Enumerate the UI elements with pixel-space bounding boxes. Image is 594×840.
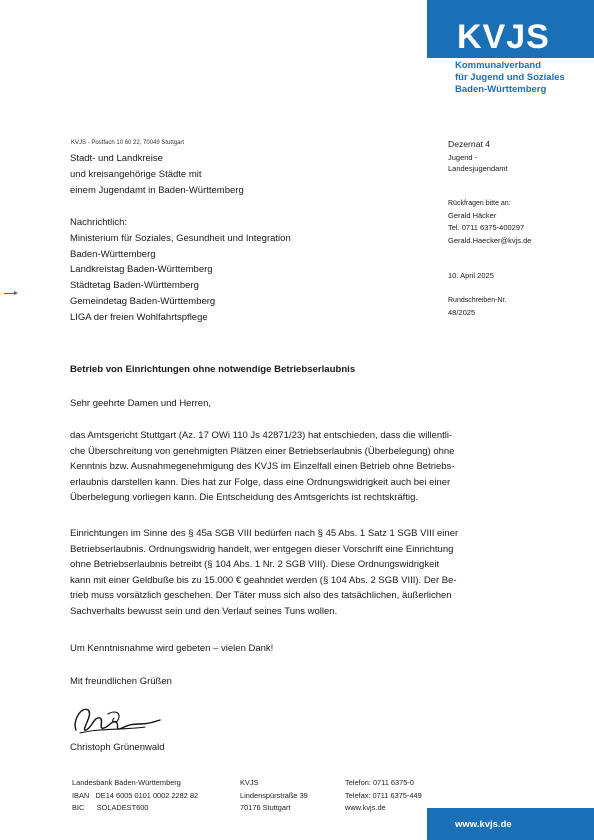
cc-line: Baden-Württemberg: [70, 248, 156, 260]
paragraph-line: kann mit einer Geldbuße bis zu 15.000 € geahndet werden (§ 104 Abs. 2 SGB VIII). Der Be-: [70, 574, 457, 586]
paragraph-line: Überbelegung vorliegen kann. Die Entscheidung des Amtsgerichts ist rechtskräftig.: [70, 492, 418, 503]
logo-subtitle: [455, 60, 590, 96]
cc-line: LIGA der freien Wohlfahrtspflege: [70, 311, 208, 323]
body-paragraph-2: [70, 526, 530, 619]
unit-line-1: Jugend -: [448, 153, 478, 162]
logo-line-3: Baden-Württemberg: [455, 84, 547, 95]
paragraph-line: Sachverhalts bewusst sein und den Verlauf seines Tuns wollen.: [70, 605, 338, 617]
closing-request: Um Kenntnisnahme wird gebeten – vielen Dank!: [70, 643, 274, 654]
footer-city: 70176 Stuttgart: [240, 803, 291, 813]
paragraph-line: das Amtsgericht Stuttgart (Az. 17 OWi 110 Js 42871/23) hat entschieden, dass die willentli-: [70, 430, 453, 441]
paragraph-line: erlaubnis darstellen kann. Dies hat zur Folge, dass eine Ordnungswidrigkeit auch bei einer: [70, 476, 451, 488]
cc-line: Städtetag Baden-Württemberg: [70, 280, 199, 292]
paragraph-line: che Überschreitung von genehmigten Plätzen einer Betriebserlaubnis (Überbelegung) ohne: [70, 445, 455, 457]
iban-value: DE14 6005 0101 0002 2282 82: [95, 790, 199, 800]
cc-line: Gemeindetag Baden-Württemberg: [70, 295, 216, 307]
footer-contact: [345, 777, 422, 815]
paragraph-line: Betriebserlaubnis. Ordnungswidrig handelt, wer entgegen dieser Vorschrift eine Einrichtung: [70, 543, 454, 555]
body-paragraph-1: [70, 428, 530, 506]
circular-label: Rundschreiben-Nr.: [448, 297, 507, 304]
footer-street: Lindenspürstraße 39: [240, 790, 308, 800]
contact-email[interactable]: Gerald.Haecker@kvjs.de: [448, 236, 532, 245]
paragraph-line: trieb muss vorsätzlich geschehen. Der Täter muss sich also des tatsächlichen, äußerlichen: [70, 590, 452, 601]
recipient-line: und kreisangehörige Städte mit: [70, 168, 202, 180]
greeting: Mit freundlichen Grüßen: [70, 676, 172, 687]
footer-web[interactable]: www.kvjs.de: [345, 803, 386, 813]
footer-address: [240, 777, 308, 815]
cc-list: [70, 215, 291, 326]
cc-line: Ministerium für Soziales, Gesundheit und Integration: [70, 232, 291, 244]
contact-label: Rückfragen bitte an:: [448, 200, 511, 207]
contact-phone: Tel. 0711 6375-400297: [448, 223, 525, 232]
signatory-name: Christoph Grünenwald: [70, 742, 165, 753]
department: Dezernat 4: [448, 139, 491, 149]
bic-value: SOLADEST600: [96, 803, 149, 813]
letter-date: 10. April 2025: [448, 271, 494, 280]
recipient-line: einem Jugendamt in Baden-Württemberg: [70, 184, 244, 196]
iban-row: [72, 790, 198, 803]
unit-line-2: Landesjugendamt: [448, 164, 508, 173]
logo-acronym: KVJS: [457, 18, 550, 56]
fold-mark-arrow-icon: [4, 293, 16, 294]
circular-number: 48/2025: [448, 308, 476, 317]
logo-line-1: Kommunalverband: [455, 60, 542, 71]
paragraph-line: Einrichtungen im Sinne des § 45a SGB VIII bedürfen nach § 45 Abs. 1 Satz 1 SGB VIII einer: [70, 528, 459, 539]
bank-name: Landesbank Baden-Württemberg: [72, 778, 181, 787]
cc-heading: Nachrichtlich:: [70, 217, 128, 228]
footer-org: KVJS: [240, 778, 259, 787]
salutation: Sehr geehrte Damen und Herren,: [70, 398, 211, 409]
cc-line: Landkreistag Baden-Württemberg: [70, 264, 213, 276]
bic-label: BIC: [72, 803, 85, 813]
footer-banner-url[interactable]: www.kvjs.de: [455, 819, 512, 830]
handwritten-signature: [70, 700, 165, 740]
footer-fax: Telefax: 0711 6375-449: [345, 790, 422, 800]
iban-label: IBAN: [72, 790, 90, 800]
footer-bank: [72, 777, 198, 815]
logo-line-2: für Jugend und Soziales: [455, 72, 565, 83]
letter-subject: Betrieb von Einrichtungen ohne notwendige Betriebserlaubnis: [70, 364, 356, 375]
bic-row: [72, 802, 198, 815]
sender-return-address: KVJS - Postfach 10 60 22, 70049 Stuttgart: [71, 140, 185, 146]
paragraph-line: ohne Betriebserlaubnis betreibt (§ 104 Abs. 1 Nr. 2 SGB VIII). Diese Ordnungswidrigkeit: [70, 559, 440, 570]
contact-name: Gerald Häcker: [448, 211, 497, 220]
footer-phone: Telefon: 0711 6375-0: [345, 778, 414, 787]
paragraph-line: Kenntnis bzw. Ausnahmegenehmigung des KVJS im Einzelfall einen Betrieb ohne Betriebs-: [70, 461, 455, 472]
recipient-address: [70, 151, 244, 198]
recipient-line: Stadt- und Landkreise: [70, 153, 163, 164]
